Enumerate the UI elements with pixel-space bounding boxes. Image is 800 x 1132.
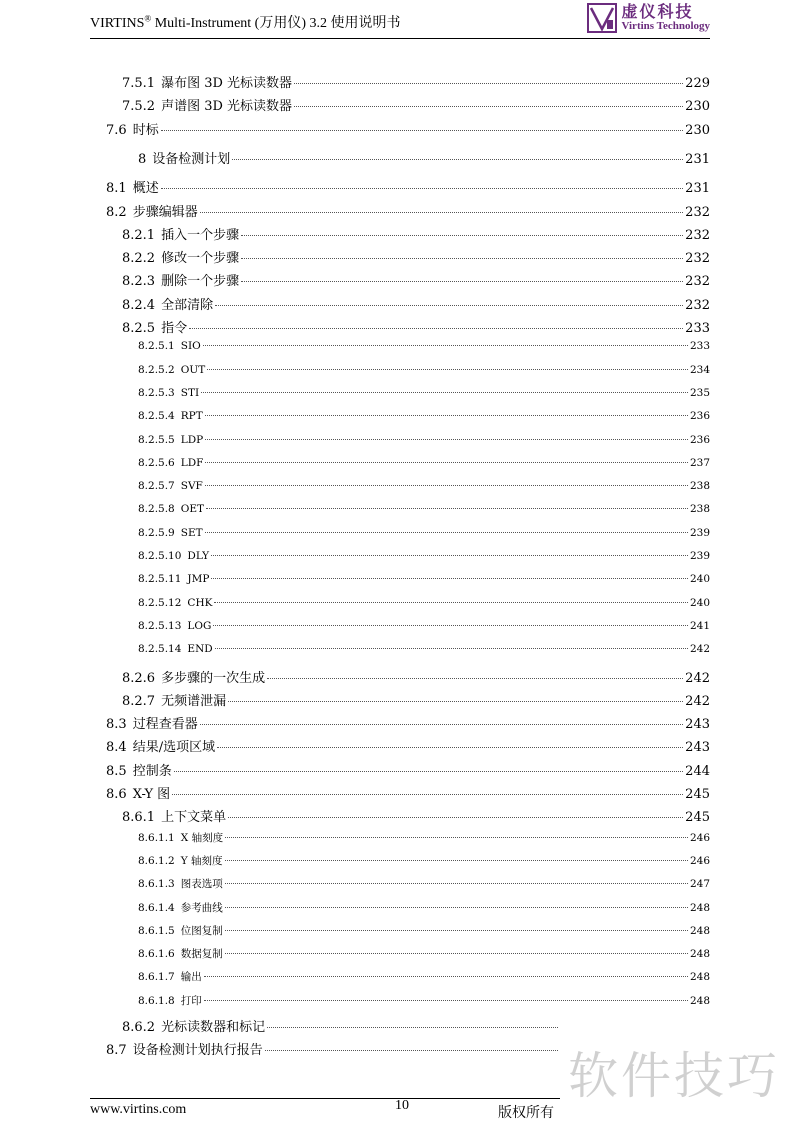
toc-entry-page: 240 bbox=[689, 596, 710, 609]
toc-entry-number: 8.2.5.1 bbox=[138, 340, 175, 353]
toc-dot-leader bbox=[161, 130, 683, 131]
toc-entry-page: 238 bbox=[689, 480, 710, 493]
toc-entry-page: 246 bbox=[689, 831, 710, 844]
toc-entry-page: 231 bbox=[685, 181, 710, 197]
toc-entry-number: 8.2.5.13 bbox=[138, 619, 182, 632]
toc-entry-title: 图表选项 bbox=[180, 878, 223, 891]
toc-dot-leader bbox=[267, 1027, 558, 1028]
toc-dot-leader bbox=[205, 462, 688, 463]
toc-entry-number: 8.5 bbox=[106, 763, 127, 779]
toc-entry[interactable] bbox=[90, 923, 710, 938]
toc-entry-title: Y 轴刻度 bbox=[180, 854, 223, 867]
toc-entry[interactable] bbox=[90, 457, 710, 469]
toc-entry-page: 232 bbox=[685, 251, 710, 267]
toc-entry-page: 239 bbox=[689, 526, 710, 539]
toc-entry[interactable] bbox=[90, 503, 710, 515]
toc-entry-number: 8.2.6 bbox=[122, 670, 156, 686]
toc-entry-page: 236 bbox=[689, 410, 710, 423]
toc-entry-page: 233 bbox=[685, 321, 710, 336]
toc-entry-number: 8.2.5.8 bbox=[138, 503, 175, 516]
toc-entry-title: 光标读数器和标记 bbox=[161, 1020, 266, 1035]
toc-entry[interactable] bbox=[90, 550, 710, 562]
toc-entry-title: OET bbox=[180, 503, 205, 516]
manual-subtitle: Multi-Instrument (万用仪) 3.2 使用说明书 bbox=[151, 16, 401, 31]
toc-dot-leader bbox=[294, 83, 683, 84]
toc-entry-page: 246 bbox=[689, 854, 710, 867]
toc-entry[interactable] bbox=[90, 1039, 560, 1058]
toc-entry[interactable] bbox=[90, 480, 710, 492]
toc-dot-leader bbox=[174, 771, 683, 772]
toc-dot-leader bbox=[225, 883, 688, 884]
toc-entry-number: 8.2.5.5 bbox=[138, 433, 175, 446]
toc-entry-page: 233 bbox=[689, 340, 710, 353]
footer-copyright: 版权所有 bbox=[498, 1105, 554, 1121]
company-logo bbox=[587, 0, 710, 36]
toc-entry[interactable] bbox=[90, 247, 710, 266]
toc-dot-leader bbox=[205, 485, 688, 486]
toc-dot-leader bbox=[207, 369, 688, 370]
toc-entry[interactable] bbox=[90, 667, 710, 686]
toc-entry-number: 8.2.5.14 bbox=[138, 643, 182, 656]
toc-entry-number: 8.6 bbox=[106, 787, 127, 802]
toc-entry[interactable] bbox=[90, 830, 710, 845]
toc-entry-title: 步骤编辑器 bbox=[132, 204, 198, 220]
toc-entry[interactable] bbox=[90, 620, 710, 632]
toc-entry-title: JMP bbox=[187, 573, 210, 586]
toc-entry[interactable] bbox=[90, 736, 710, 755]
toc-entry-page: 237 bbox=[689, 456, 710, 469]
toc-entry-number: 8.2.3 bbox=[122, 274, 156, 290]
toc-dot-leader bbox=[205, 439, 688, 440]
toc-entry-title: 位图复制 bbox=[180, 924, 223, 937]
toc-entry-number: 8.2.5 bbox=[122, 321, 156, 336]
registered-mark: ® bbox=[144, 13, 152, 24]
toc-entry[interactable] bbox=[90, 364, 710, 376]
toc-entry[interactable] bbox=[90, 201, 710, 220]
toc-entry[interactable] bbox=[90, 993, 710, 1008]
page-footer bbox=[90, 1098, 560, 1119]
toc-entry-title: SIO bbox=[180, 340, 201, 353]
toc-dot-leader bbox=[225, 860, 688, 861]
toc-entry-title: 打印 bbox=[180, 994, 202, 1007]
toc-entry-number: 8.6.1.3 bbox=[138, 878, 175, 891]
toc-entry-title: END bbox=[187, 643, 213, 656]
toc-entry[interactable] bbox=[90, 760, 710, 779]
toc-entry-page: 234 bbox=[689, 363, 710, 376]
toc-entry-number: 8.6.1.2 bbox=[138, 854, 175, 867]
toc-entry-title: 过程查看器 bbox=[132, 717, 198, 733]
toc-dot-leader bbox=[217, 747, 683, 748]
toc-entry[interactable] bbox=[90, 573, 710, 585]
toc-entry-title: LDF bbox=[180, 456, 204, 469]
toc-entry-title: 瀑布图 3D 光标读数器 bbox=[161, 76, 293, 91]
toc-entry-number: 8.2.5.2 bbox=[138, 363, 175, 376]
toc-entry[interactable] bbox=[90, 340, 710, 352]
toc-entry-title: 控制条 bbox=[132, 763, 172, 779]
toc-entry-title: 设备检测计划 bbox=[152, 151, 231, 167]
toc-entry-title: 数据复制 bbox=[180, 948, 223, 961]
toc-entry-number: 8.6.1.4 bbox=[138, 901, 175, 914]
toc-entry-number: 8.2.5.6 bbox=[138, 456, 175, 469]
toc-entry-number: 8.1 bbox=[106, 181, 127, 197]
toc-entry-title: 输出 bbox=[180, 971, 202, 984]
toc-entry-title: 结果/选项区域 bbox=[132, 740, 216, 756]
toc-dot-leader bbox=[225, 953, 688, 954]
toc-entry-title: X-Y 图 bbox=[132, 787, 171, 802]
page-header bbox=[90, 0, 710, 39]
toc-entry[interactable] bbox=[90, 224, 710, 243]
product-name: VIRTINS bbox=[90, 16, 145, 31]
toc-entry-number: 8.2.5.9 bbox=[138, 526, 175, 539]
toc-dot-leader bbox=[267, 678, 683, 679]
toc-entry-title: LDP bbox=[180, 433, 204, 446]
toc-entry[interactable] bbox=[90, 806, 710, 825]
toc-dot-leader bbox=[189, 328, 683, 329]
toc-entry-title: SET bbox=[180, 526, 203, 539]
toc-entry[interactable] bbox=[90, 690, 710, 709]
toc-entry-page: 232 bbox=[685, 274, 710, 290]
toc-entry[interactable] bbox=[90, 853, 710, 868]
toc-entry[interactable] bbox=[90, 527, 710, 539]
toc-dot-leader bbox=[265, 1050, 558, 1051]
toc-entry-number: 8.2.5.11 bbox=[138, 573, 182, 586]
toc-entry-number: 8.2.5.4 bbox=[138, 410, 175, 423]
toc-dot-leader bbox=[225, 907, 688, 908]
toc-entry[interactable] bbox=[90, 119, 710, 138]
toc-dot-leader bbox=[203, 345, 688, 346]
toc-entry-title: 删除一个步骤 bbox=[161, 274, 240, 290]
toc-entry[interactable] bbox=[90, 597, 710, 609]
toc-entry-page: 231 bbox=[685, 151, 710, 167]
toc-entry-title: SVF bbox=[180, 480, 203, 493]
toc-dot-leader bbox=[232, 159, 683, 160]
toc-dot-leader bbox=[211, 578, 688, 579]
toc-dot-leader bbox=[215, 648, 688, 649]
toc-entry-title: LOG bbox=[187, 619, 212, 632]
toc-entry[interactable] bbox=[90, 294, 710, 313]
toc-entry-page: 243 bbox=[685, 740, 710, 756]
toc-entry[interactable] bbox=[90, 900, 710, 915]
toc-dot-leader bbox=[201, 392, 688, 393]
toc-entry-title: STI bbox=[180, 386, 200, 399]
toc-entry-number: 8.2.5.10 bbox=[138, 550, 182, 562]
toc-entry[interactable] bbox=[90, 148, 710, 167]
toc-entry-number: 8.2.7 bbox=[122, 693, 156, 709]
toc-entry-page: 247 bbox=[689, 878, 710, 891]
toc-entry-title: 声谱图 3D 光标读数器 bbox=[161, 99, 293, 115]
toc-dot-leader bbox=[206, 508, 688, 509]
toc-entry-page: 236 bbox=[689, 433, 710, 446]
toc-entry-number: 8.2.4 bbox=[122, 297, 156, 313]
toc-entry-title: DLY bbox=[187, 550, 210, 562]
toc-entry-page: 248 bbox=[689, 994, 710, 1007]
toc-entry-number: 8 bbox=[138, 151, 147, 167]
toc-entry-number: 8.6.1.8 bbox=[138, 994, 175, 1007]
toc-entry[interactable] bbox=[90, 434, 710, 446]
toc-entry-title: 指令 bbox=[161, 321, 188, 336]
logo-chinese-text: 虚仪科技 bbox=[621, 1, 694, 21]
toc-entry-page: 248 bbox=[689, 948, 710, 961]
toc-entry-number: 8.6.1.6 bbox=[138, 948, 175, 961]
toc-dot-leader bbox=[215, 305, 683, 306]
toc-entry-title: 时标 bbox=[132, 122, 159, 138]
toc-entry-page: 242 bbox=[685, 693, 710, 709]
toc-entry-title: 修改一个步骤 bbox=[161, 251, 240, 267]
toc-entry-title: 多步骤的一次生成 bbox=[161, 670, 266, 686]
toc-entry-number: 8.2.5.7 bbox=[138, 480, 175, 493]
toc-dot-leader bbox=[205, 532, 688, 533]
toc-entry[interactable] bbox=[90, 783, 710, 802]
toc-entry-page: 241 bbox=[689, 619, 710, 632]
toc-entry-number: 8.2 bbox=[106, 204, 127, 220]
toc-entry-page: 235 bbox=[689, 386, 710, 399]
virtins-logo-icon bbox=[587, 3, 617, 33]
toc-entry-page: 245 bbox=[685, 810, 710, 826]
toc-entry[interactable] bbox=[90, 410, 710, 422]
header-title bbox=[90, 12, 401, 32]
toc-entry-title: 参考曲线 bbox=[180, 901, 223, 914]
toc-entry[interactable] bbox=[90, 876, 710, 891]
toc-entry-number: 8.2.5.3 bbox=[138, 386, 175, 399]
toc-entry-page: 238 bbox=[689, 503, 710, 516]
toc-entry-page: 229 bbox=[685, 76, 710, 91]
toc-entry-number: 8.6.1 bbox=[122, 810, 156, 826]
toc-entry[interactable] bbox=[90, 387, 710, 399]
toc-entry-number: 8.7 bbox=[106, 1043, 127, 1059]
toc-entry-page: 248 bbox=[689, 901, 710, 914]
logo-english-text: Virtins Technology bbox=[621, 19, 710, 32]
toc-dot-leader bbox=[228, 817, 683, 818]
toc-dot-leader bbox=[228, 701, 683, 702]
toc-entry[interactable] bbox=[90, 713, 710, 732]
toc-entry-page: 248 bbox=[689, 971, 710, 984]
toc-entry[interactable] bbox=[90, 969, 710, 984]
toc-entry-page: 248 bbox=[689, 924, 710, 937]
toc-entry-number: 8.6.1.1 bbox=[138, 831, 175, 844]
toc-entry-title: X 轴刻度 bbox=[180, 831, 224, 844]
footer-url: www.virtins.com bbox=[90, 1102, 187, 1117]
toc-entry-title: 上下文菜单 bbox=[161, 810, 227, 826]
toc-entry-number: 8.6.1.7 bbox=[138, 971, 175, 984]
toc-entry-page: 242 bbox=[689, 643, 710, 656]
toc-entry-number: 8.2.2 bbox=[122, 251, 156, 267]
toc-entry-number: 8.2.5.12 bbox=[138, 596, 182, 609]
footer-page-number: 10 bbox=[395, 1098, 409, 1113]
toc-dot-leader bbox=[172, 794, 683, 795]
toc-entry-page: 232 bbox=[685, 297, 710, 313]
toc-entry-title: CHK bbox=[187, 596, 213, 609]
toc-dot-leader bbox=[200, 724, 683, 725]
toc-entry-title: 设备检测计划执行报告 bbox=[132, 1043, 263, 1059]
toc-entry-number: 7.5.1 bbox=[122, 76, 156, 91]
toc-dot-leader bbox=[241, 281, 683, 282]
toc-entry-title: RPT bbox=[180, 410, 203, 423]
toc-entry-page: 243 bbox=[685, 717, 710, 733]
toc-dot-leader bbox=[225, 930, 688, 931]
toc-entry[interactable] bbox=[90, 177, 710, 196]
toc-dot-leader bbox=[241, 235, 683, 236]
toc-entry[interactable] bbox=[90, 643, 710, 655]
toc-entry-page: 232 bbox=[685, 204, 710, 220]
toc-entry-page: 230 bbox=[685, 99, 710, 115]
toc-entry-title: 插入一个步骤 bbox=[161, 227, 240, 243]
toc-dot-leader bbox=[294, 106, 683, 107]
toc-dot-leader bbox=[200, 212, 683, 213]
toc-entry-page: 232 bbox=[685, 227, 710, 243]
toc-entry-number: 8.4 bbox=[106, 740, 127, 756]
toc-dot-leader bbox=[214, 602, 687, 603]
toc-entry-number: 7.5.2 bbox=[122, 99, 156, 115]
toc-dot-leader bbox=[204, 976, 688, 977]
toc-entry-number: 8.3 bbox=[106, 717, 127, 733]
toc-entry-title: 概述 bbox=[132, 181, 159, 197]
toc-entry[interactable] bbox=[90, 270, 710, 289]
toc-entry-title: 全部清除 bbox=[161, 297, 214, 313]
toc-dot-leader bbox=[213, 625, 688, 626]
toc-entry-page: 240 bbox=[689, 573, 710, 586]
toc-entry-number: 8.6.2 bbox=[122, 1020, 156, 1035]
toc-dot-leader bbox=[241, 258, 683, 259]
toc-entry-title: 无频谱泄漏 bbox=[161, 693, 227, 709]
toc-dot-leader bbox=[204, 1000, 688, 1001]
toc-entry[interactable] bbox=[90, 1016, 560, 1035]
toc-entry[interactable] bbox=[90, 317, 710, 336]
toc-entry-page: 245 bbox=[685, 787, 710, 802]
toc-entry-page: 242 bbox=[685, 670, 710, 686]
watermark-text: 软件技巧 bbox=[568, 1047, 780, 1105]
toc-dot-leader bbox=[161, 188, 683, 189]
toc-entry-page: 239 bbox=[689, 550, 710, 562]
toc-entry-title: OUT bbox=[180, 363, 206, 376]
toc-entry-number: 8.2.1 bbox=[122, 227, 156, 243]
toc-entry[interactable] bbox=[90, 72, 710, 91]
toc-dot-leader bbox=[205, 415, 688, 416]
toc-dot-leader bbox=[225, 837, 688, 838]
toc-entry-page: 230 bbox=[685, 122, 710, 138]
toc-entry-number: 7.6 bbox=[106, 122, 127, 138]
toc-entry[interactable] bbox=[90, 946, 710, 961]
toc-entry-page: 244 bbox=[685, 763, 710, 779]
toc-entry-number: 8.6.1.5 bbox=[138, 924, 175, 937]
toc-dot-leader bbox=[211, 555, 688, 556]
toc-entry[interactable] bbox=[90, 95, 710, 114]
